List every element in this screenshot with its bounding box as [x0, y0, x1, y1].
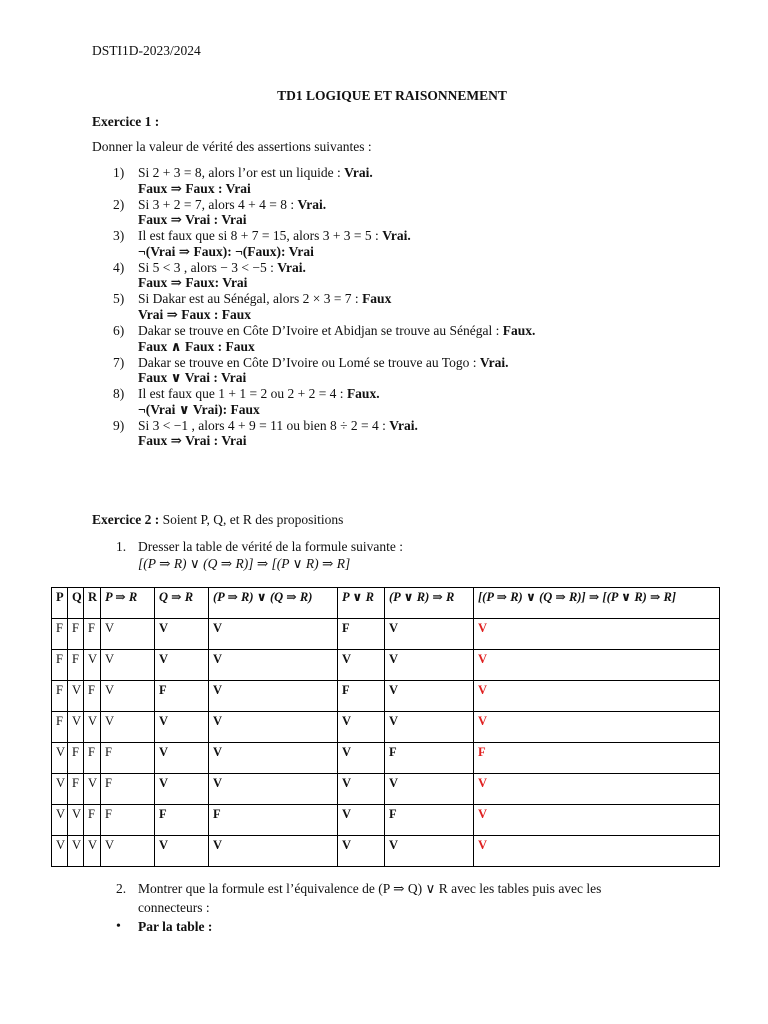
table-cell: F [52, 712, 68, 743]
table-cell: V [155, 650, 209, 681]
column-header: [(P ⇒ R) ∨ (Q ⇒ R)] ⇒ [(P ∨ R) ⇒ R] [474, 588, 720, 619]
table-cell: F [84, 619, 101, 650]
table-cell: V [209, 743, 338, 774]
table-cell: V [52, 805, 68, 836]
item-number: 3) [113, 228, 125, 244]
table-row [52, 836, 720, 867]
table-cell: F [338, 619, 385, 650]
item-reasoning: ¬(Vrai ⇒ Faux): ¬(Faux): Vrai [138, 243, 314, 259]
item-body [138, 228, 733, 259]
column-header: Q [68, 588, 84, 619]
item-number: 2) [113, 196, 125, 212]
table-cell: V [84, 836, 101, 867]
table-cell: V [209, 681, 338, 712]
item-body [138, 418, 733, 449]
column-header: Q ⇒ R [155, 588, 209, 619]
table-cell: V [474, 836, 720, 867]
table-cell: V [209, 650, 338, 681]
bullet-icon: • [116, 919, 121, 934]
table-cell: V [338, 712, 385, 743]
column-header: R [84, 588, 101, 619]
truth-table-header [52, 588, 720, 619]
column-header: P [52, 588, 68, 619]
item-statement [138, 386, 733, 402]
item-answer: Faux. [346, 386, 380, 402]
item-text: Dakar se trouve en Côte D’Ivoire ou Lomé se trouve au Togo : [138, 354, 480, 370]
item-answer: Vrai. [389, 417, 418, 433]
item-text: Si 3 + 2 = 7, alors 4 + 4 = 8 : [138, 196, 298, 212]
table-cell: F [101, 774, 155, 805]
table-cell: V [338, 805, 385, 836]
table-cell: V [52, 836, 68, 867]
table-cell: V [474, 681, 720, 712]
item-number: 7) [113, 354, 125, 370]
item-answer: Vrai. [344, 165, 373, 180]
item-number: 9) [113, 417, 125, 433]
exercise-1-instruction: Donner la valeur de vérité des assertions suivantes : [92, 139, 372, 154]
table-cell: V [385, 619, 474, 650]
table-cell: F [209, 805, 338, 836]
question-1-text: Dresser la table de vérité de la formule suivante : [138, 539, 404, 554]
item-body [138, 355, 733, 386]
item-reasoning: Faux ⇒ Vrai : Vrai [138, 212, 247, 228]
table-cell: V [84, 712, 101, 743]
table-row [52, 619, 720, 650]
table-cell: F [52, 619, 68, 650]
table-cell: V [474, 805, 720, 836]
table-cell: F [101, 805, 155, 836]
exercise-2-heading: Exercice 2 : [92, 512, 160, 527]
table-cell: V [68, 805, 84, 836]
table-cell: F [385, 743, 474, 774]
item-body [138, 165, 733, 196]
item-text: Il est faux que 1 + 1 = 2 ou 2 + 2 = 4 : [138, 386, 347, 402]
column-header: (P ∨ R) ⇒ R [385, 588, 474, 619]
item-reasoning: Faux ⇒ Faux : Vrai [138, 180, 251, 196]
table-cell: V [385, 681, 474, 712]
item-number: 5) [113, 291, 125, 307]
exercise-2-heading-line [92, 512, 343, 528]
page-title: TD1 LOGIQUE ET RAISONNEMENT [277, 88, 507, 103]
table-cell: V [474, 619, 720, 650]
question-2-text-line1: Montrer que la formule est l’équivalence de (P ⇒ Q) ∨ R avec les tables puis avec les [138, 881, 602, 896]
column-header: P ⇒ R [101, 588, 155, 619]
table-cell: V [385, 712, 474, 743]
item-text: Dakar se trouve en Côte D’Ivoire et Abidjan se trouve au Sénégal : [138, 323, 503, 338]
column-header: P ∨ R [338, 588, 385, 619]
item-text: Il est faux que si 8 + 7 = 15, alors 3 + 3 = 5 : [138, 228, 383, 244]
table-cell: V [338, 650, 385, 681]
table-cell: F [84, 805, 101, 836]
table-cell: F [68, 774, 84, 805]
item-reasoning: ¬(Vrai ∨ Vrai): Faux [138, 401, 260, 417]
exercise-1-heading: Exercice 1 : [92, 114, 160, 129]
table-cell: V [101, 619, 155, 650]
item-answer: Vrai. [382, 228, 411, 244]
item-reasoning: Vrai ⇒ Faux : Faux [138, 306, 252, 322]
item-statement [138, 323, 733, 339]
item-text: Si 3 < −1 , alors 4 + 9 = 11 ou bien 8 ÷ 2 = 4 : [138, 417, 390, 433]
table-cell: V [52, 743, 68, 774]
table-cell: F [84, 681, 101, 712]
table-cell: F [68, 619, 84, 650]
table-cell: V [209, 836, 338, 867]
item-body [138, 197, 733, 228]
item-statement [138, 197, 733, 213]
table-cell: F [84, 743, 101, 774]
table-row [52, 805, 720, 836]
table-cell: V [155, 712, 209, 743]
table-cell: V [101, 681, 155, 712]
table-cell: V [155, 774, 209, 805]
item-statement [138, 260, 733, 276]
table-row [52, 681, 720, 712]
question-1-number: 1. [116, 539, 127, 554]
table-cell: V [52, 774, 68, 805]
table-cell: V [385, 650, 474, 681]
item-text: Si 5 < 3 , alors − 3 < −5 : [138, 259, 278, 275]
table-cell: V [155, 743, 209, 774]
table-cell: V [68, 836, 84, 867]
item-statement [138, 418, 733, 434]
table-cell: F [101, 743, 155, 774]
table-row [52, 712, 720, 743]
bullet-by-table: Par la table : [138, 919, 213, 934]
question-2-number: 2. [116, 881, 127, 896]
table-row [52, 743, 720, 774]
table-cell: V [209, 774, 338, 805]
exercise-2-intro: Soient P, Q, et R des propositions [159, 512, 344, 527]
item-body [138, 260, 733, 291]
table-cell: V [101, 712, 155, 743]
table-cell: V [209, 619, 338, 650]
table-cell: V [338, 743, 385, 774]
course-code: DSTI1D-2023/2024 [92, 43, 201, 58]
item-answer: Faux [362, 291, 392, 307]
item-answer: Vrai. [277, 259, 306, 275]
column-header: (P ⇒ R) ∨ (Q ⇒ R) [209, 588, 338, 619]
table-cell: V [68, 681, 84, 712]
table-cell: V [209, 712, 338, 743]
table-cell: V [474, 712, 720, 743]
item-text: Si 2 + 3 = 8, alors l’or est un liquide : [138, 165, 345, 180]
item-body [138, 291, 733, 322]
table-cell: V [155, 619, 209, 650]
item-number: 6) [113, 323, 125, 338]
table-cell: V [385, 774, 474, 805]
table-cell: V [68, 712, 84, 743]
table-cell: V [101, 836, 155, 867]
item-answer: Faux. [502, 323, 536, 338]
table-cell: F [338, 681, 385, 712]
table-row [52, 650, 720, 681]
item-reasoning: Faux ∨ Vrai : Vrai [138, 370, 247, 386]
item-number: 1) [113, 165, 125, 180]
item-reasoning: Faux ⇒ Vrai : Vrai [138, 433, 247, 449]
table-cell: F [385, 805, 474, 836]
table-cell: F [68, 743, 84, 774]
table-cell: F [155, 681, 209, 712]
item-statement [138, 165, 733, 181]
table-cell: V [338, 836, 385, 867]
table-cell: F [474, 743, 720, 774]
table-cell: V [474, 650, 720, 681]
table-cell: V [385, 836, 474, 867]
item-reasoning: Faux ⇒ Faux: Vrai [138, 275, 248, 291]
item-answer: Vrai. [479, 354, 509, 370]
table-cell: V [155, 836, 209, 867]
table-cell: F [155, 805, 209, 836]
table-cell: F [52, 681, 68, 712]
table-cell: V [474, 774, 720, 805]
item-text: Si Dakar est au Sénégal, alors 2 × 3 = 7 : [138, 291, 363, 307]
table-cell: F [52, 650, 68, 681]
question-1-formula: [(P ⇒ R) ∨ (Q ⇒ R)] ⇒ [(P ∨ R) ⇒ R] [138, 556, 351, 571]
table-cell: F [68, 650, 84, 681]
item-statement [138, 355, 733, 371]
table-cell: V [84, 774, 101, 805]
question-2-text-line2: connecteurs : [138, 900, 210, 915]
item-number: 8) [113, 386, 125, 402]
table-cell: V [101, 650, 155, 681]
item-statement [138, 291, 733, 307]
item-reasoning: Faux ∧ Faux : Faux [138, 338, 255, 354]
item-answer: Vrai. [297, 196, 327, 212]
table-row [52, 774, 720, 805]
item-statement [138, 228, 733, 244]
item-number: 4) [113, 259, 125, 275]
table-cell: V [338, 774, 385, 805]
table-cell: V [84, 650, 101, 681]
item-body [138, 386, 733, 417]
item-body [138, 323, 733, 354]
truth-table [51, 587, 720, 867]
